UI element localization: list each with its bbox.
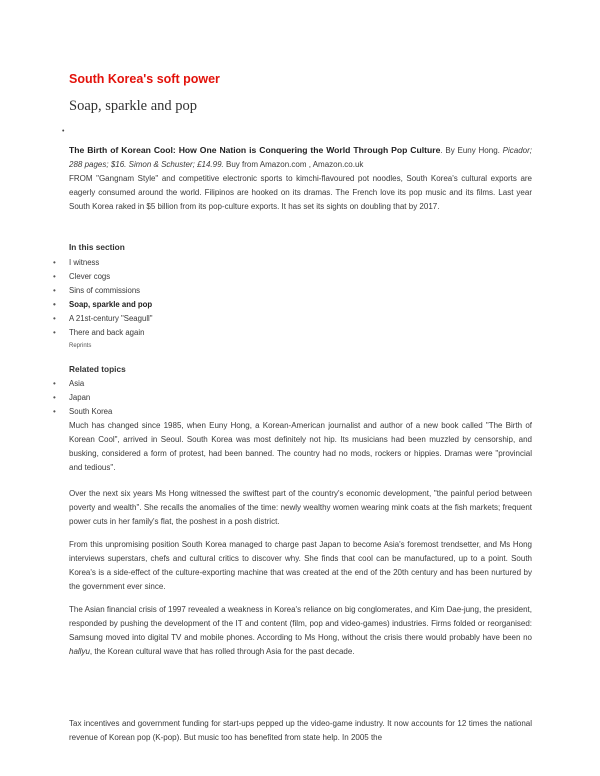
body-paragraph-2: Over the next six years Ms Hong witnessed the swiftest part of the country's economic development, "the painful period between poverty and wealth". She recalls the anomalies of the time: newly wealthy women wearing mink coats at the fish markets; frequent power cuts in her family's flat, the poshest in a posh district. — [69, 489, 532, 526]
topic-link-asia[interactable]: • Asia — [69, 377, 369, 391]
buy-separator: , — [306, 160, 313, 169]
topic-link-south-korea[interactable]: • South Korea — [69, 405, 369, 419]
book-byline: . By Euny Hong. — [440, 146, 503, 155]
section-link-i-witness[interactable]: • I witness — [69, 256, 369, 270]
bullet-icon: • — [62, 128, 65, 135]
book-title: The Birth of Korean Cool: How One Nation is Conquering the World Through Pop Culture — [69, 145, 441, 155]
related-topics-heading: Related topics — [69, 364, 126, 374]
section-link-there-and-back[interactable]: • There and back again — [69, 326, 369, 340]
body-paragraph-5: Tax incentives and government funding for start-ups pepped up the video-game industry. It now accounts for 12 times the national revenue of Korean pop (K-pop). But music too has benefited from state help. In 2005 the — [69, 719, 532, 742]
p4-text-end: , the Korean cultural wave that has rolled through Asia for the past decade. — [89, 647, 355, 656]
section-link-sins-of-commissions[interactable]: • Sins of commissions — [69, 284, 369, 298]
in-this-section-list — [69, 256, 369, 340]
amazon-com-link[interactable]: Amazon.com — [259, 160, 307, 169]
intro-paragraph: FROM "Gangnam Style" and competitive electronic sports to kimchi-flavoured pot noodles, South Korea's cultural exports are eagerly consumed around the world. Filipinos are hooked on its dramas. The French love its pop music and its films. Last year South Korea raked in $5 billion from its pop-culture exports. It has set its sights on doubling that by 2017. — [69, 174, 532, 211]
book-review-info — [69, 143, 532, 214]
article-kicker: South Korea's soft power — [69, 72, 220, 86]
p4-italic-term: hallyu — [69, 647, 90, 656]
p4-text-start: The Asian financial crisis of 1997 revealed a weakness in Korea's reliance on big conglomerates, and Kim Dae-jung, the president, responded by pushing the development of the IT and content (film, pop and video-games) industries. Firms folded or reorganised: Samsung moved into digital TV and mobile phones. According to Ms Hong, without the crisis there would probably have been no — [69, 605, 532, 642]
section-link-clever-cogs[interactable]: • Clever cogs — [69, 270, 369, 284]
topic-link-japan[interactable]: • Japan — [69, 391, 369, 405]
body-paragraph-1: Much has changed since 1985, when Euny Hong, a Korean-American journalist and author of a new book called "The Birth of Korean Cool", arrived in Seoul. South Korea was most definitely not hip. Its musicians had been muzzled by censorship, and busking, considered a form of protest, had been banned. The country had no mods, rockers or hippies. Dramas were "provincial and tedious". — [69, 421, 532, 472]
body-paragraph-3: From this unpromising position South Korea managed to charge past Japan to become Asia's foremost trendsetter, and Ms Hong interviews superstars, chefs and cultural critics to discover why. She finds that cool can be manufactured, up to a point. South Korea's is a side-effect of the culture-exporting machine that was created at the end of the 20th century and has been nurtured by the government ever since. — [69, 540, 532, 591]
section-link-seagull[interactable]: • A 21st-century "Seagull" — [69, 312, 369, 326]
body-paragraph-4 — [69, 603, 532, 659]
in-this-section-heading: In this section — [69, 242, 125, 252]
reprints-link[interactable]: Reprints — [69, 343, 92, 349]
article-headline: Soap, sparkle and pop — [69, 98, 198, 114]
related-topics-list — [69, 377, 369, 419]
amazon-uk-link[interactable]: Amazon.co.uk — [312, 160, 364, 169]
buy-prefix: Buy from — [223, 160, 260, 169]
section-link-soap-sparkle-pop[interactable]: • Soap, sparkle and pop — [69, 298, 369, 312]
book-publishers: Picador; 288 pages; $16. Simon & Schuster; £14.99. — [69, 146, 532, 169]
